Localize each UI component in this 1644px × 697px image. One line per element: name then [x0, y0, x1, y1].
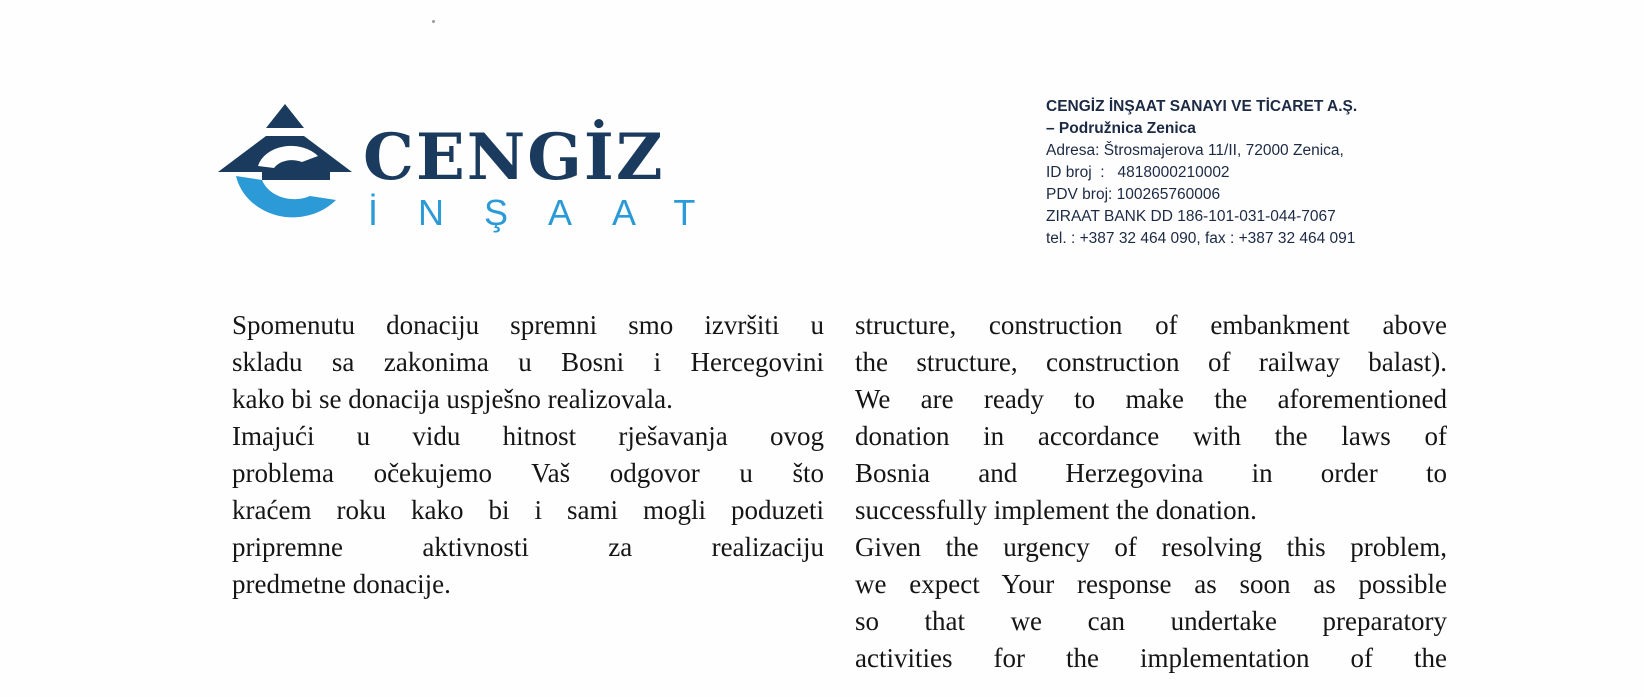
company-logo [218, 104, 778, 234]
left-line: predmetne donacije. [232, 569, 451, 599]
logo-wordmark: CENGİZ [363, 120, 665, 195]
right-line: so that we can undertake preparatory [855, 606, 1447, 636]
right-line: We are ready to make the aforementioned [855, 384, 1447, 414]
left-line: pripremne aktivnosti za realizaciju [232, 532, 824, 562]
company-branch: – Podružnica Zenica [1046, 120, 1196, 137]
company-name: CENGİZ İNŞAAT SANAYI VE TİCARET A.Ş. [1046, 98, 1358, 115]
left-line: kraćem roku kako bi i sami mogli poduzeti [232, 495, 824, 525]
right-column-text [855, 307, 1447, 677]
company-bank: ZIRAAT BANK DD 186-101-031-044-7067 [1046, 208, 1336, 225]
logo-emblem-icon [218, 104, 352, 234]
company-id: ID broj : 4818000210002 [1046, 164, 1230, 181]
right-line: donation in accordance with the laws of [855, 421, 1447, 451]
right-line: structure, construction of embankment above [855, 310, 1447, 340]
left-column-text [232, 307, 824, 603]
scan-speck [432, 20, 435, 23]
logo-subtitle: İNŞAAT [368, 192, 736, 233]
company-address: Adresa: Štrosmajerova 11/II, 72000 Zenica, [1046, 142, 1344, 159]
right-line: we expect Your response as soon as possible [855, 569, 1447, 599]
left-line: problema očekujemo Vaš odgovor u što [232, 458, 824, 488]
left-line: kako bi se donacija uspješno realizovala. [232, 384, 673, 414]
right-line: the structure, construction of railway balast). [855, 347, 1447, 377]
right-line: Bosnia and Herzegovina in order to [855, 458, 1447, 488]
right-line: successfully implement the donation. [855, 495, 1257, 525]
right-line: activities for the implementation of the [855, 643, 1447, 673]
company-info [1046, 96, 1357, 250]
left-line: skladu sa zakonima u Bosni i Hercegovini [232, 347, 824, 377]
left-line: Spomenutu donaciju spremni smo izvršiti u [232, 310, 824, 340]
company-contact: tel. : +387 32 464 090, fax : +387 32 464 091 [1046, 230, 1356, 247]
right-line: Given the urgency of resolving this problem, [855, 532, 1447, 562]
company-pdv: PDV broj: 100265760006 [1046, 186, 1221, 203]
left-line: Imajući u vidu hitnost rješavanja ovog [232, 421, 824, 451]
